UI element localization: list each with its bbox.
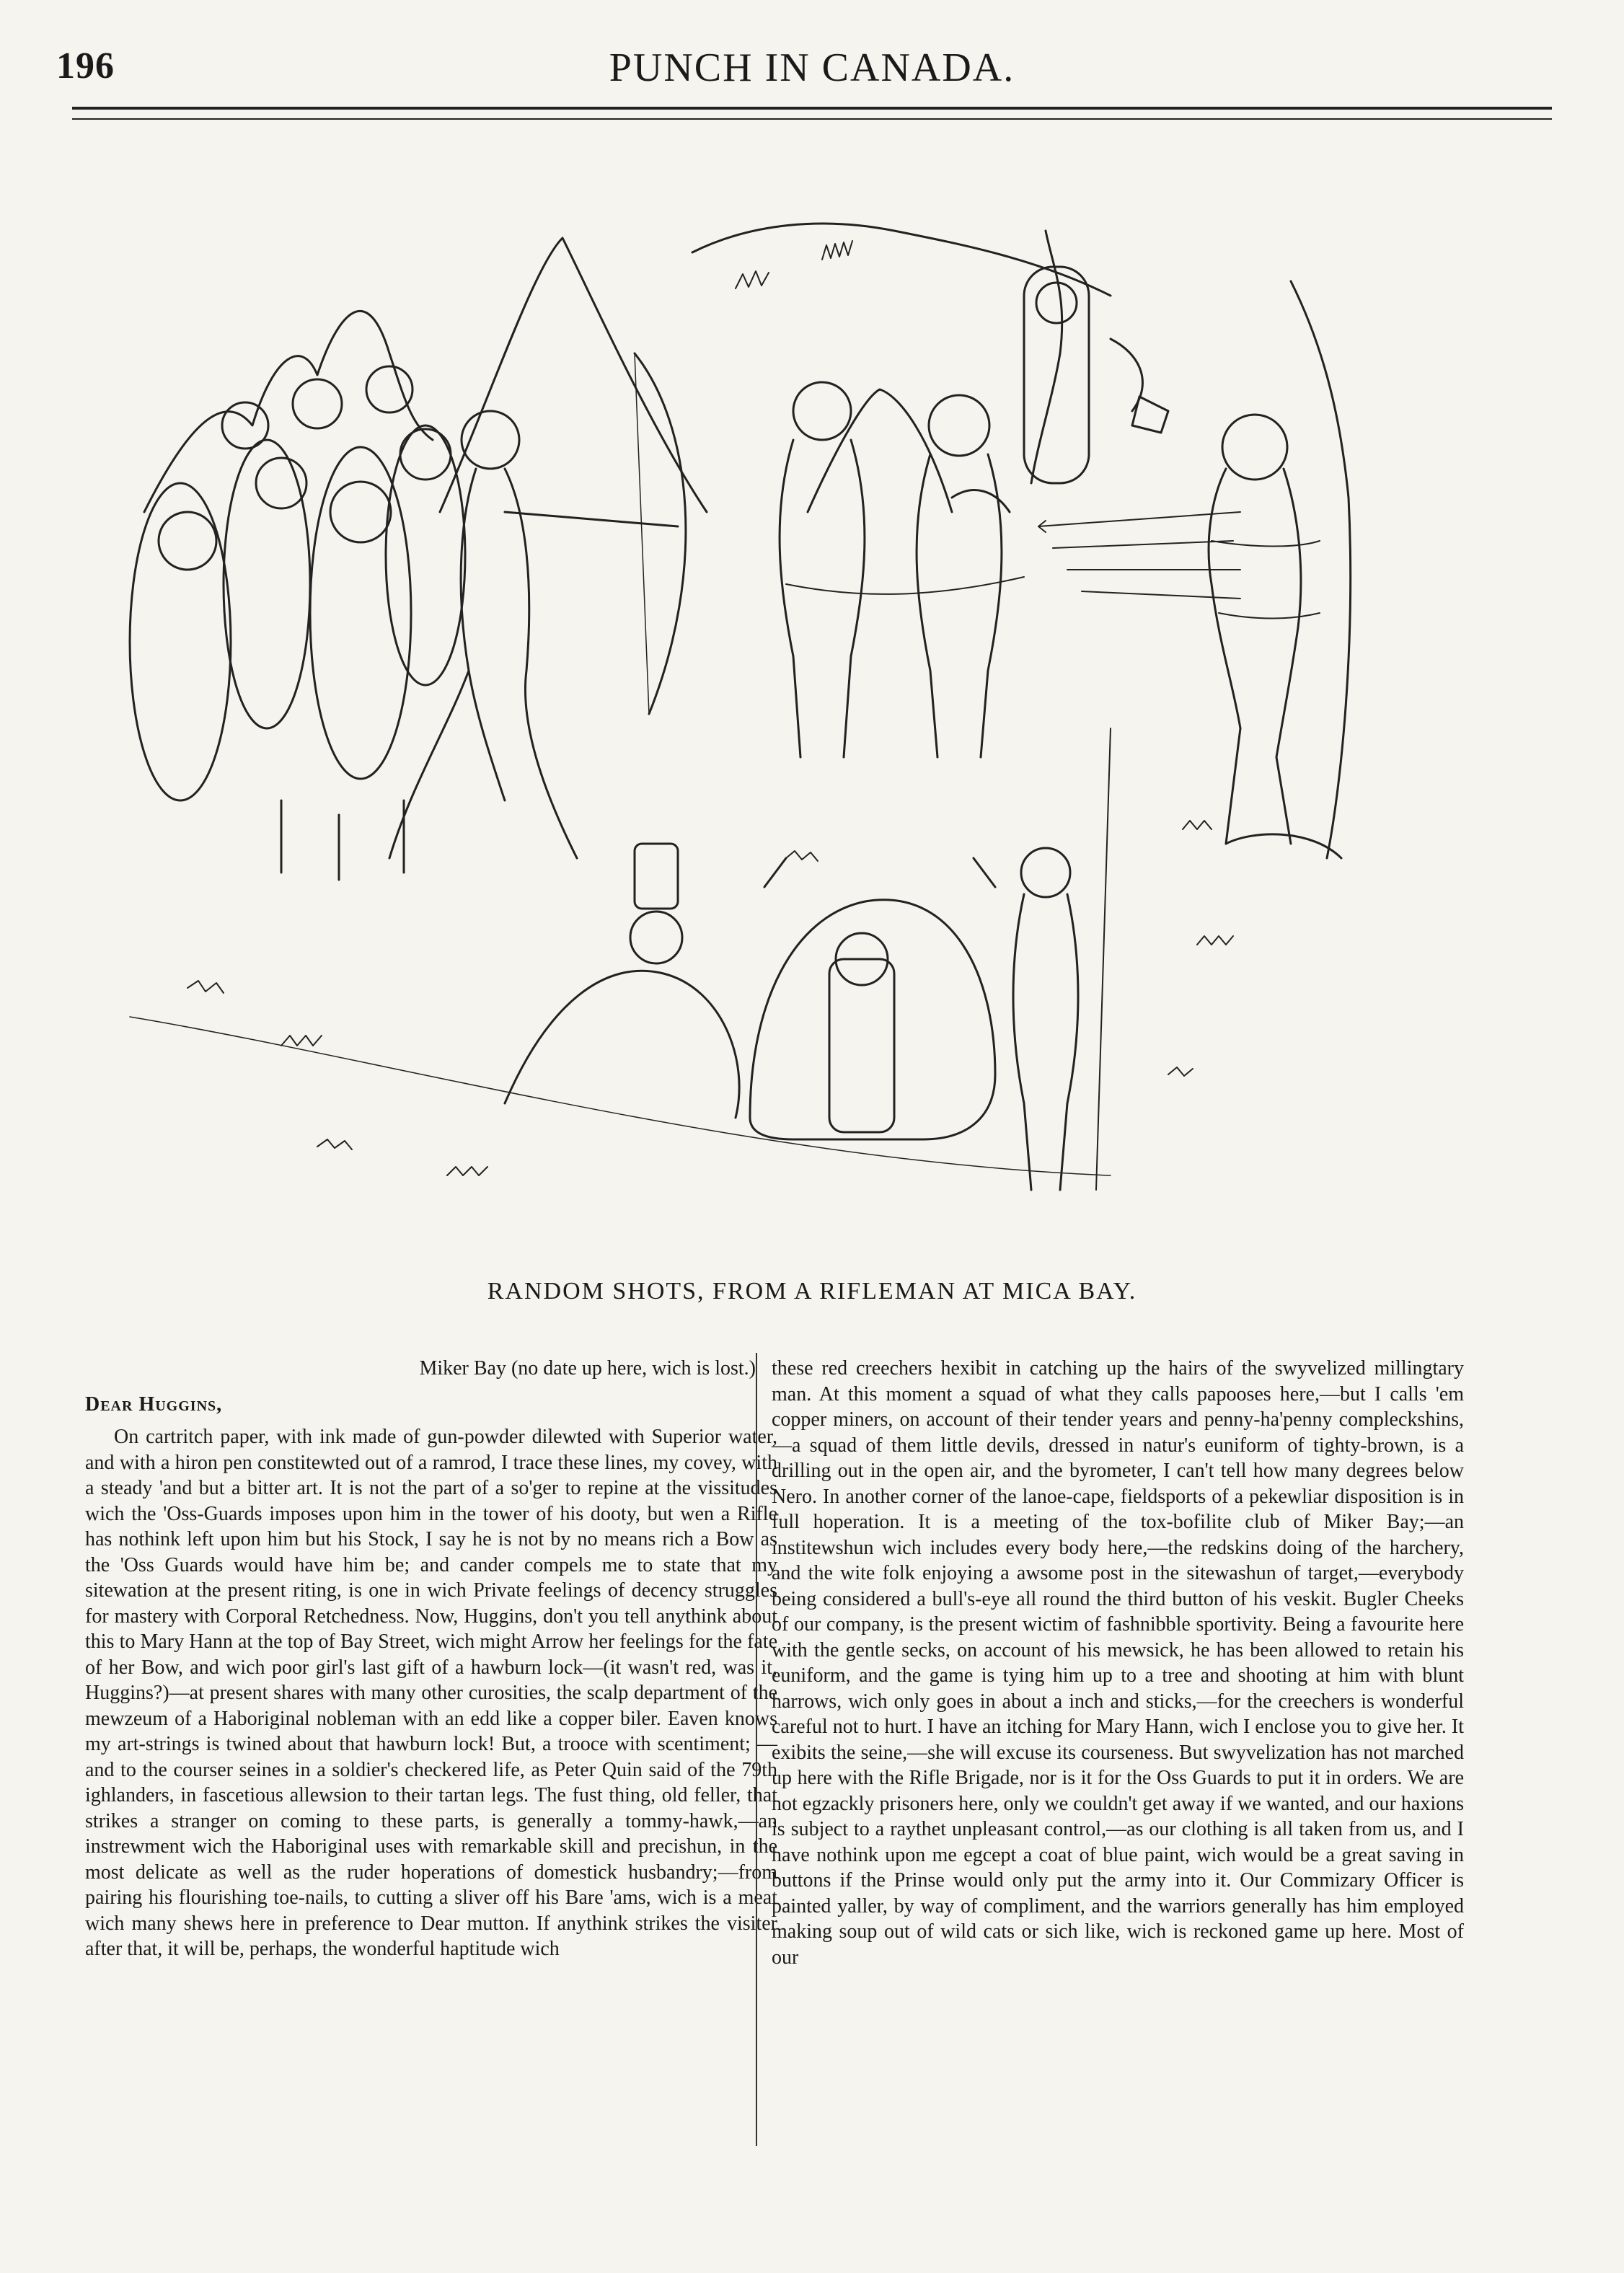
- article-column-right: [772, 1356, 1464, 1970]
- salutation: Dear Huggins,: [85, 1393, 223, 1416]
- page-number: 196: [56, 45, 115, 87]
- spear-figure-sketch: [1013, 728, 1111, 1190]
- dateline: Miker Bay (no date up here, wich is lost.): [419, 1357, 756, 1380]
- tied-bugler-sketch: [1038, 415, 1320, 844]
- article-body-right: these red creechers hexibit in catching up the hairs of the swyvelized millingtary man. At this moment a squad of what they calls papooses here,—but I calls 'em copper miners, on account of their tender years and penny-ha'penny compleckshins,—a squad of them little devils, dressed in natur's euniform of tighty-brown, is a drilling out in the open air, and the byrometer, I can't tell how many degrees below Nero. In another corner of the lanoe-cape, fieldsports of a pekewliar disposition is in full hoperation. It is a meeting of the tox-bofilite club of Miker Bay;—an institewshun wich includes every body here,—the redskins doing of the harchery, and the wite folk enjoying a awsome post in the sitewashun of target,—everybody being considered a bull's-eye all round the third button of his veskit. Bugler Cheeks of our company, is the present wictim of fashnibble sportivity. Being a favourite here with the gentle secks, on account of his mewsick, he has been allowed to retain his euniform, and the game is tying him up to a tree and shooting at him with blunt harrows, wich only goes in about a inch and sticks,—for the creechers is wonderful careful not to hurt. I have an itching for Mary Hann, wich I enclose you to give her. It exibits the seine,—she will excuse its courseness. But swyvelization has not marched up here with the Rifle Brigade, nor is it for the Oss Guards to put it in orders. We are not egzackly prisoners here, only we couldn't get away if we wanted, and our haxions is subject to a raythet unpleasant control,—as our clothing is all taken from us, and I have nothink upon me egcept a coat of blue paint, wich would be a great saving in buttons if the Prinse would only put the army into it. Our Commizary Officer is painted yaller, by way of compliment, and the warriors generally has him employed making soup out of wild cats or sich like, wich is reckoned game up here. Most of our: [772, 1357, 1464, 1969]
- column-divider: [756, 1353, 757, 2146]
- ground-scribbles: [130, 821, 1233, 1175]
- crowd-left-sketch: [130, 366, 465, 880]
- running-title: PUNCH IN CANADA.: [609, 45, 1015, 90]
- mountains-sketch: [144, 224, 1111, 512]
- standing-warriors-sketch: [780, 382, 1024, 757]
- cartoon-illustration: [101, 209, 1428, 1233]
- hanging-figure-sketch: [1024, 231, 1168, 483]
- article-column-left: [85, 1356, 777, 1962]
- header-rule-thin: [72, 118, 1552, 120]
- article-body-left: On cartritch paper, with ink made of gun-powder dilewted with Superior water, and with a hiron pen constitewted out of a ramrod, I trace these lines, my covey, with a steady 'and but a bitter art. It is not the part of a so'ger to repine at the vissitudes wich the 'Oss-Guards imposes upon him in the tower of his dooty, but wen a Rifle has nothink left upon him but his Stock, I say he is not by no means rich a Bow as the 'Oss Guards would have him be; and cander compels me to state that my sitewation at the present riting, is one in wich Private feelings of decency struggles for mastery with Corporal Retchedness. Now, Huggins, don't you tell anythink about this to Mary Hann at the top of Bay Street, wich might Arrow her feelings for the fate of her Bow, and wich poor girl's last gift of a hawburn lock—(it wasn't red, was it, Huggins?)—at present shares with many other curosities, the scalp department of the mewzeum of a Haboriginal nobleman with an edd like a copper biler. Eaven knows my art-strings is twined about that hawburn lock! But, a trooce with scentiment; —and to the courser seines in a soldier's checkered life, as Peter Quin said of the 79th ighlanders, in fascetious allewsion to their tartan legs. The fust thing, old feller, that strikes a stranger on coming to these parts, is generally a tommy-hawk,—an instrewment wich the Haboriginal uses with remarkable skill and precishun, in the most delicate as well as the ruder hoperations of domestick husbandry;—from pairing his flourishing toe-nails, to cutting a sliver off his Bare 'ams, wich is a meat wich many shews here in preference to Dear mutton. If anythink strikes the visiter after that, it will be, perhaps, the wonderful haptitude wich: [85, 1426, 777, 1960]
- seated-figures-sketch: [505, 844, 995, 1139]
- tree-sketch: [1226, 281, 1351, 858]
- header-rule: [72, 107, 1552, 110]
- illustration-caption: RANDOM SHOTS, FROM A RIFLEMAN AT MICA BAY.: [487, 1278, 1137, 1305]
